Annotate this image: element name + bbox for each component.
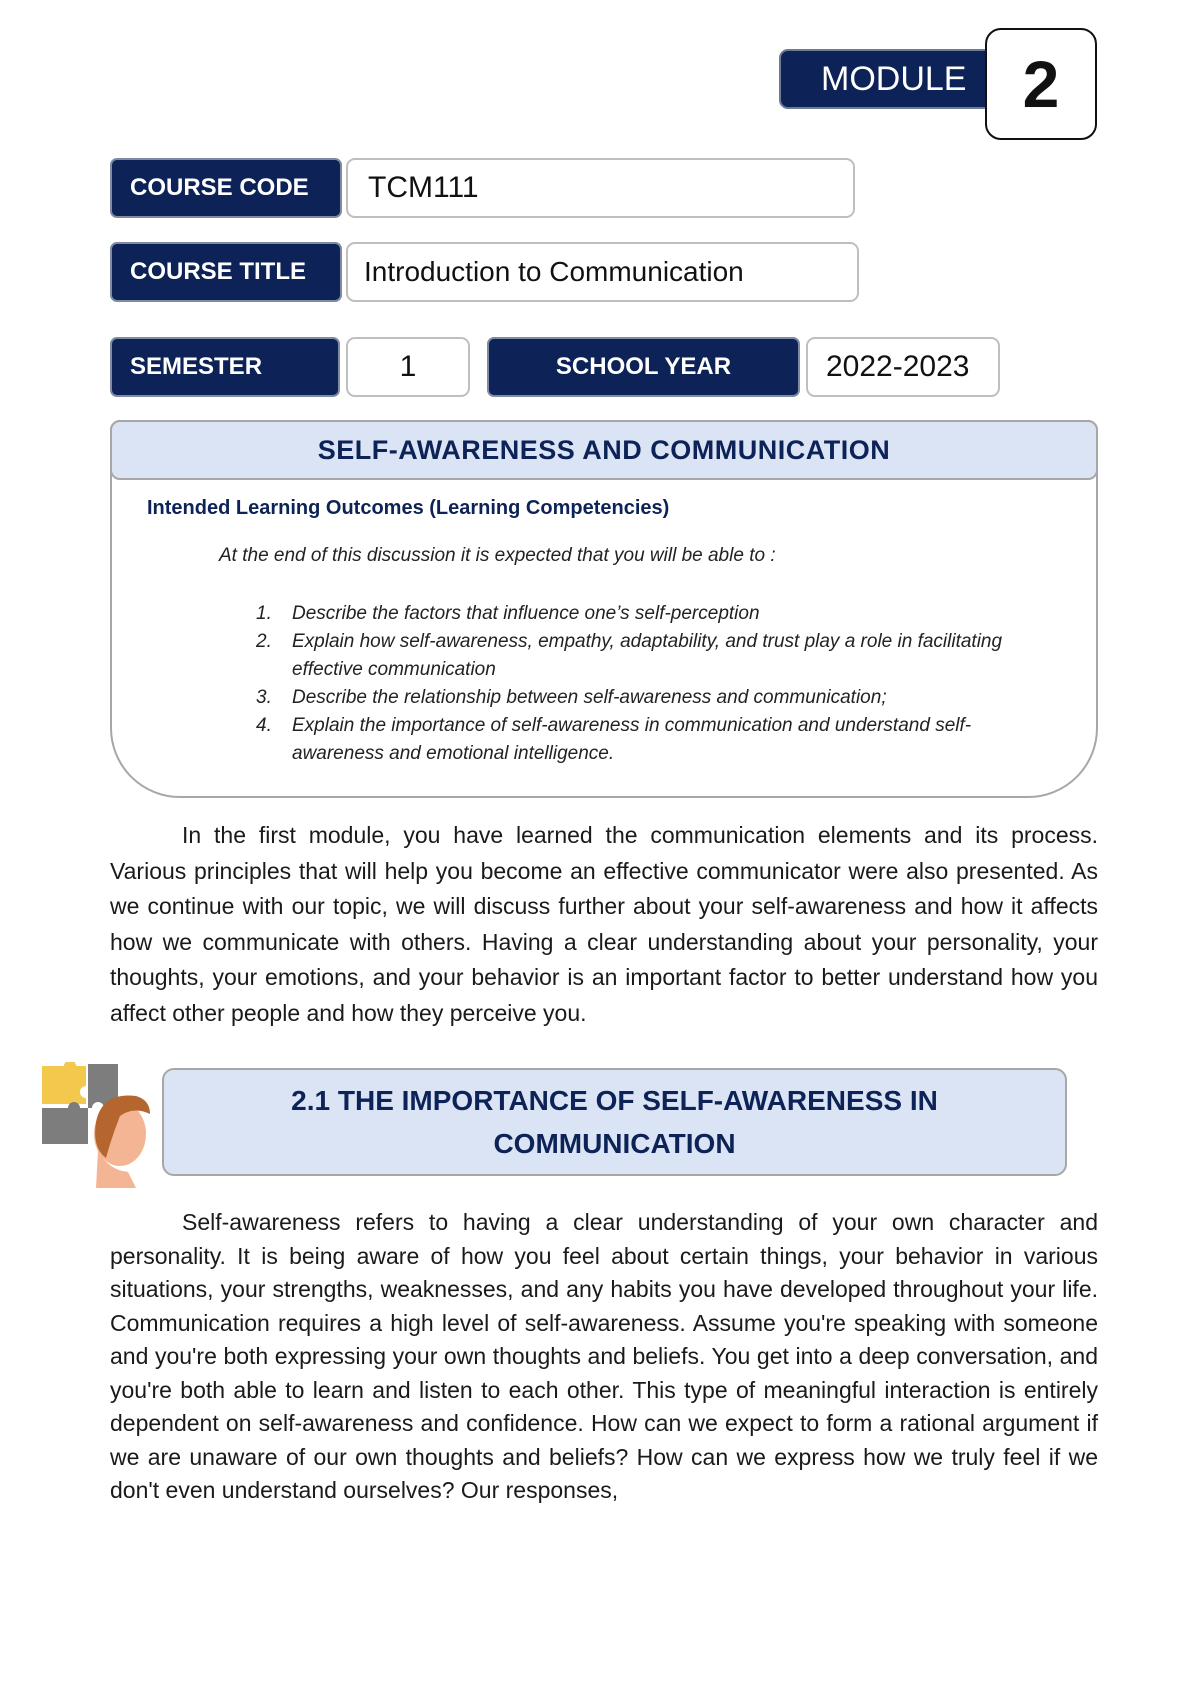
school-year-field: 2022-2023 (806, 337, 1000, 397)
outcome-number: 3. (256, 687, 272, 708)
section-heading-line1: 2.1 THE IMPORTANCE OF SELF-AWARENESS IN (291, 1085, 938, 1116)
outcomes-list (256, 600, 1046, 768)
school-year-label: SCHOOL YEAR (487, 337, 800, 397)
section-heading-line2: COMMUNICATION (493, 1128, 736, 1159)
outcome-item (256, 628, 1046, 684)
outcome-text: Describe the factors that influence one’s self-perception (292, 603, 760, 624)
course-code-field: TCM111 (346, 158, 855, 218)
outcomes-heading: SELF-AWARENESS AND COMMUNICATION (110, 420, 1098, 480)
outcome-text: Explain how self-awareness, empathy, adaptability, and trust play a role in facilitating effective communication (292, 631, 1003, 680)
section-paragraph (110, 1206, 1098, 1508)
module-label (779, 49, 994, 109)
course-code-label: COURSE CODE (110, 158, 342, 218)
outcomes-title: Intended Learning Outcomes (Learning Competencies) (147, 497, 670, 519)
puzzle-head-icon (38, 1062, 156, 1190)
outcome-text: Explain the importance of self-awareness in communication and understand self-awareness and emotional intelligence. (292, 715, 972, 764)
outcomes-intro: At the end of this discussion it is expected that you will be able to : (219, 545, 776, 566)
intro-paragraph-text: In the first module, you have learned the communication elements and its process. Various principles that will help you become an effective communicator were also presented. As we continue with our topic, we will discuss further about your self-awareness and how it affects how we communicate with others. Having a clear understanding about your personality, your thoughts, your emotions, and your behavior is an important factor to better understand how you affect other people and how they perceive you. (110, 822, 1098, 1026)
section-paragraph-text: Self-awareness refers to having a clear understanding of your own character and personality. It is being aware of how you feel about certain things, your behavior in various situations, your strengths, weaknesses, and any habits you have developed throughout your life. Communication requires a high level of self-awareness. Assume you're speaking with someone and you're both expressing your own thoughts and beliefs. You get into a deep conversation, and you're both able to learn and listen to each other. This type of meaningful interaction is entirely dependent on self-awareness and confidence. How can we expect to form a rational argument if we are unaware of our own thoughts and beliefs? How can we express how we truly feel if we don't even understand ourselves? Our responses, (110, 1209, 1098, 1503)
intro-paragraph (110, 818, 1098, 1031)
outcome-item (256, 600, 1046, 628)
semester-field: 1 (346, 337, 470, 397)
module-number: 2 (985, 28, 1097, 140)
outcome-item (256, 684, 1046, 712)
semester-label: SEMESTER (110, 337, 340, 397)
course-title-field: Introduction to Communication (346, 242, 859, 302)
outcome-number: 2. (256, 631, 272, 652)
course-title-label: COURSE TITLE (110, 242, 342, 302)
module-label-text: MODULE (821, 59, 967, 98)
outcome-number: 1. (256, 603, 272, 624)
outcome-item (256, 712, 1046, 768)
outcome-number: 4. (256, 715, 272, 736)
section-heading (162, 1068, 1067, 1176)
outcome-text: Describe the relationship between self-awareness and communication; (292, 687, 887, 708)
